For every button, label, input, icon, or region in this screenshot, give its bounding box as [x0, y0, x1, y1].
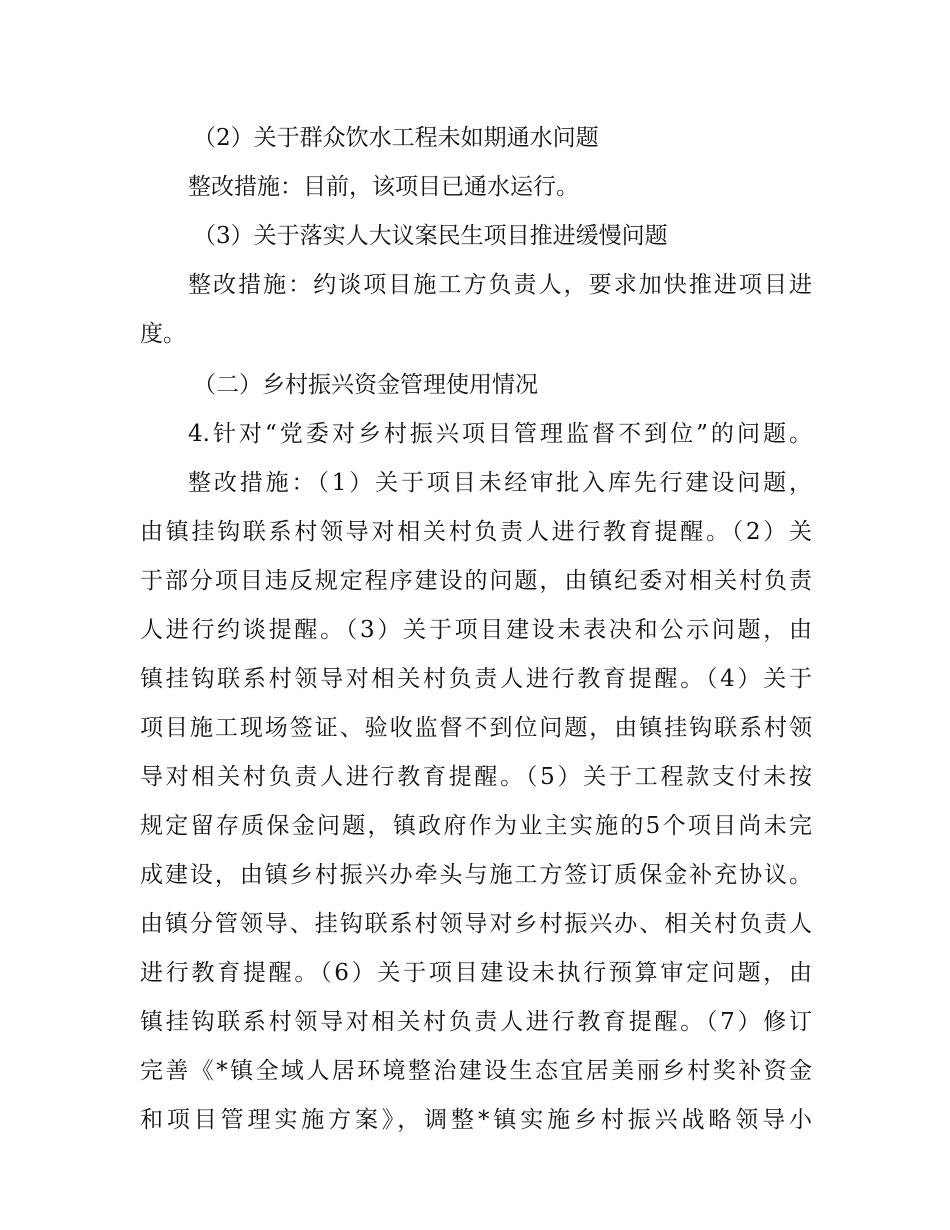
section-heading-rural-revitalization-funds: （二）乡村振兴资金管理使用情况: [193, 372, 538, 398]
paragraph-line: 规定留存质保金问题，镇政府作为业主实施的5个项目尚未完: [140, 813, 812, 839]
paragraph-line: 进行教育提醒。（6）关于项目建设未执行预算审定问题，由: [140, 960, 812, 986]
issue-4-heading: 4.针对“党委对乡村振兴项目管理监督不到位”的问题。: [188, 421, 812, 447]
paragraph-line: 整改措施：（1）关于项目未经审批入库先行建设问题，: [188, 470, 812, 496]
rectification-measure-2: 整改措施：目前，该项目已通水运行。: [188, 174, 579, 200]
paragraph-line: 成建设，由镇乡村振兴办牵头与施工方签订质保金补充协议。: [140, 862, 812, 888]
subsection-heading-3: （3）关于落实人大议案民生项目推进缓慢问题: [193, 223, 668, 249]
paragraph-line: 人进行约谈提醒。（3）关于项目建设未表决和公示问题，由: [140, 617, 812, 643]
paragraph-line: 由镇分管领导、挂钩联系村领导对乡村振兴办、相关村负责人: [140, 911, 812, 937]
subsection-heading-2: （2）关于群众饮水工程未如期通水问题: [193, 125, 599, 151]
rectification-measure-3-line-2: 度。: [140, 321, 186, 347]
paragraph-line: 导对相关村负责人进行教育提醒。（5）关于工程款支付未按: [140, 764, 812, 790]
rectification-measure-3-line-1: 整改措施：约谈项目施工方负责人，要求加快推进项目进: [188, 272, 812, 298]
paragraph-line: 由镇挂钩联系村领导对相关村负责人进行教育提醒。（2）关: [140, 519, 812, 545]
paragraph-line: 项目施工现场签证、验收监督不到位问题，由镇挂钩联系村领: [140, 715, 812, 741]
paragraph-line: 于部分项目违反规定程序建设的问题，由镇纪委对相关村负责: [140, 568, 812, 594]
paragraph-line: 镇挂钩联系村领导对相关村负责人进行教育提醒。（4）关于: [140, 666, 812, 692]
paragraph-line: 和项目管理实施方案》，调整*镇实施乡村振兴战略领导小: [140, 1107, 812, 1133]
paragraph-line: 完善《*镇全域人居环境整治建设生态宜居美丽乡村奖补资金: [140, 1058, 812, 1084]
paragraph-line: 镇挂钩联系村领导对相关村负责人进行教育提醒。（7）修订: [140, 1009, 812, 1035]
